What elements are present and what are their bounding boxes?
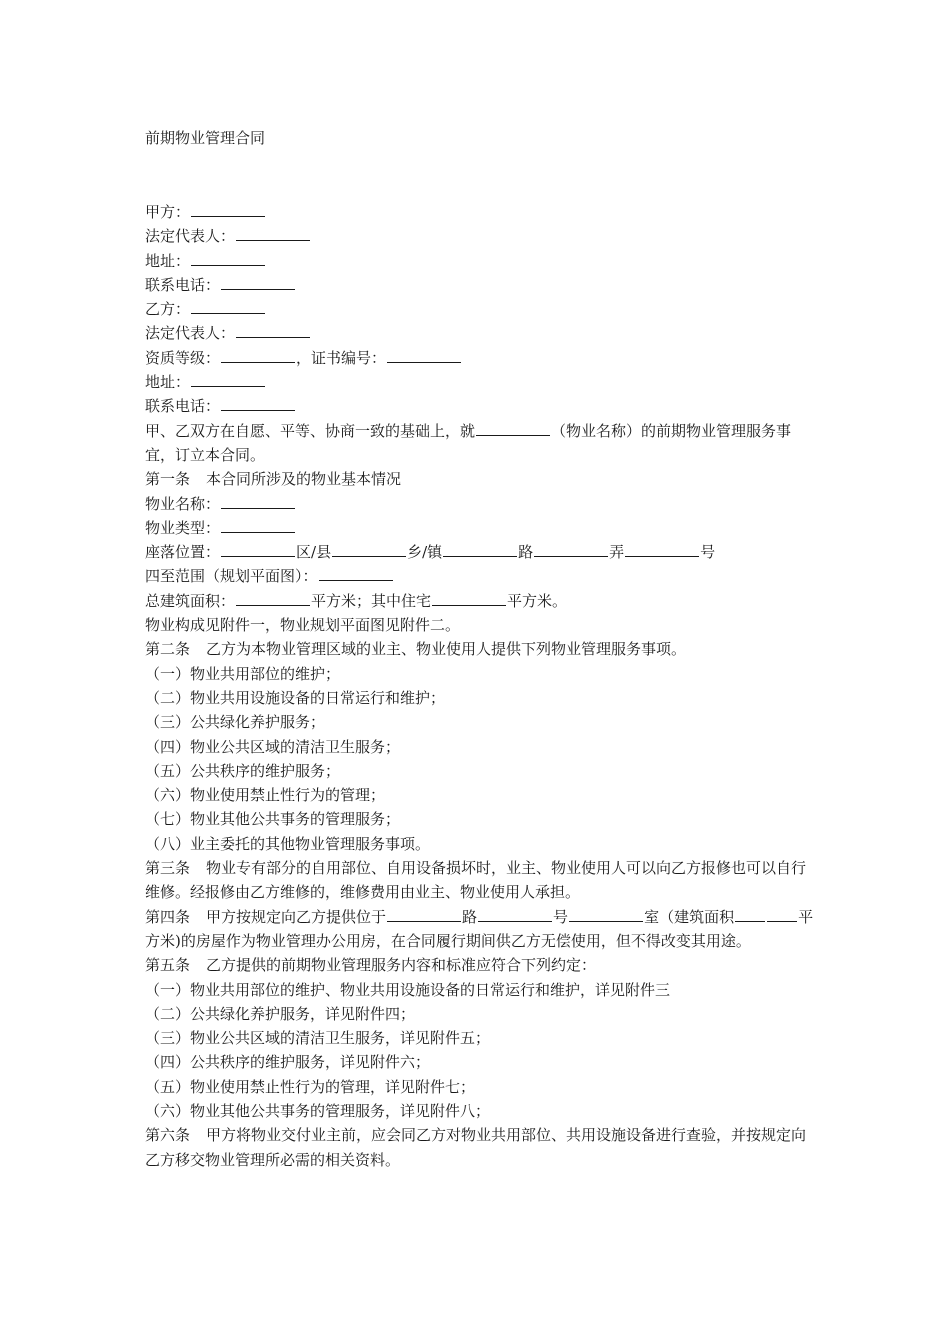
document-title: 前期物业管理合同 xyxy=(145,129,266,147)
blank-field xyxy=(191,298,265,314)
list-item: （六）物业其他公共事务的管理服务，详见附件八； xyxy=(145,1101,491,1120)
area-line: 总建筑面积： 平方米；其中住宅 平方米。 xyxy=(145,591,568,610)
party-b-line: 乙方： xyxy=(145,297,815,321)
list-item: （六）物业使用禁止性行为的管理； xyxy=(145,786,386,805)
list-item: （四）物业公共区域的清洁卫生服务； xyxy=(145,737,401,756)
blank-field xyxy=(476,420,550,436)
party-a-address-line: 地址： xyxy=(145,249,815,273)
blank-field xyxy=(236,225,310,241)
blank-field xyxy=(221,493,295,509)
list-item: （八）业主委托的其他物业管理服务事项。 xyxy=(145,834,431,853)
article-2-heading: 第二条 乙方为本物业管理区域的业主、物业使用人提供下列物业管理服务事项。 xyxy=(145,640,687,659)
party-b-phone-line: 联系电话： xyxy=(145,394,815,418)
article-1-heading: 第一条 本合同所涉及的物业基本情况 xyxy=(145,470,402,489)
list-item: （七）物业其他公共事务的管理服务； xyxy=(145,810,401,829)
property-type-line: 物业类型： xyxy=(145,516,815,540)
blank-field xyxy=(221,347,295,363)
list-item: （五）物业使用禁止性行为的管理，详见附件七； xyxy=(145,1077,476,1096)
preamble: 甲、乙双方在自愿、平等、协商一致的基础上，就 （物业名称）的前期物业管理服务事宜，订立本合同。 xyxy=(145,421,792,464)
blank-field xyxy=(191,371,265,387)
party-a-rep-line: 法定代表人： xyxy=(145,224,815,248)
blank-field xyxy=(443,541,517,557)
blank-field xyxy=(432,590,506,606)
location-line: 座落位置： 区/县 乡/镇 路 弄 号 xyxy=(145,543,716,562)
blank-field xyxy=(534,541,608,557)
blank-field xyxy=(221,395,295,411)
article-4: 第四条 甲方按规定向乙方提供位于 路 号 室（建筑面积 平方米)的房屋作为物业管理办公用房，在合同履行期间供乙方无偿使用，但不得改变其用途。 xyxy=(145,907,814,950)
blank-field xyxy=(625,541,699,557)
list-item: （五）公共秩序的维护服务； xyxy=(145,761,341,780)
list-item: （二）公共绿化养护服务，详见附件四； xyxy=(145,1004,416,1023)
blank-field xyxy=(332,541,406,557)
bounds-line: 四至范围（规划平面图）： xyxy=(145,564,815,588)
blank-field xyxy=(236,590,310,606)
list-item: （三）公共绿化养护服务； xyxy=(145,713,326,732)
contract-body xyxy=(145,200,815,1172)
party-a-phone-line: 联系电话： xyxy=(145,273,815,297)
list-item: （一）物业共用部位的维护； xyxy=(145,664,341,683)
article-3: 第三条 物业专有部分的自用部位、自用设备损坏时，业主、物业使用人可以向乙方报修也可以自行维修。经报修由乙方维修的，维修费用由业主、物业使用人承担。 xyxy=(145,859,807,902)
blank-field xyxy=(569,906,643,922)
blank-field xyxy=(387,906,461,922)
list-item: （二）物业共用设施设备的日常运行和维护； xyxy=(145,688,446,707)
list-item: （三）物业公共区域的清洁卫生服务，详见附件五； xyxy=(145,1029,491,1048)
blank-field xyxy=(387,347,461,363)
party-b-address-line: 地址： xyxy=(145,370,815,394)
composition-line: 物业构成见附件一，物业规划平面图见附件二。 xyxy=(145,616,461,635)
article-5-heading: 第五条 乙方提供的前期物业管理服务内容和标准应符合下列约定： xyxy=(145,956,597,975)
blank-field xyxy=(735,906,765,922)
blank-field xyxy=(236,322,310,338)
list-item: （四）公共秩序的维护服务，详见附件六； xyxy=(145,1053,431,1072)
party-a-line: 甲方： xyxy=(145,200,815,224)
party-b-rep-line: 法定代表人： xyxy=(145,321,815,345)
blank-field xyxy=(221,517,295,533)
blank-field xyxy=(221,274,295,290)
blank-field xyxy=(221,541,295,557)
blank-field xyxy=(191,250,265,266)
blank-field xyxy=(767,906,797,922)
list-item: （一）物业共用部位的维护、物业共用设施设备的日常运行和维护，详见附件三 xyxy=(145,980,671,999)
blank-field xyxy=(478,906,552,922)
article-6: 第六条 甲方将物业交付业主前，应会同乙方对物业共用部位、共用设施设备进行查验，并按规定向乙方移交物业管理所必需的相关资料。 xyxy=(145,1126,807,1169)
property-name-line: 物业名称： xyxy=(145,492,815,516)
party-b-grade-line: 资质等级： ，证书编号： xyxy=(145,346,815,370)
blank-field xyxy=(319,565,393,581)
blank-field xyxy=(191,201,265,217)
